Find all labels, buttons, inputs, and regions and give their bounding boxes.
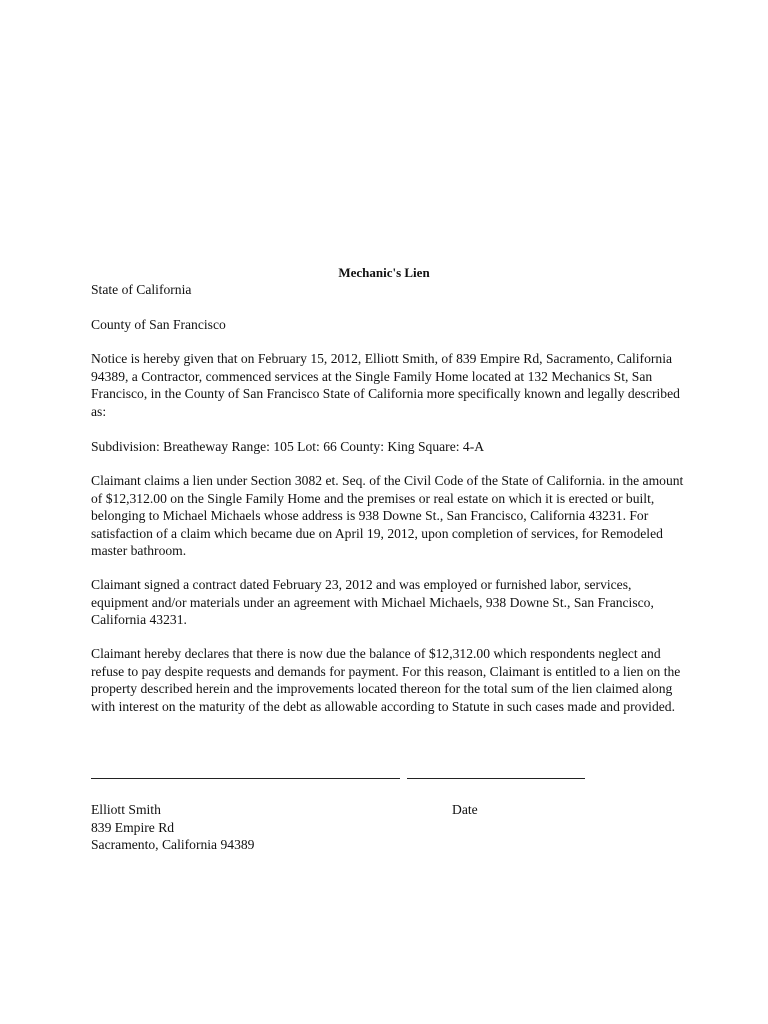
county-line: County of San Francisco [91, 317, 226, 332]
contract-paragraph: Claimant signed a contract dated February 23, 2012 and was employed or furnished labor, services, equipment and/or materials under an agreement with Michael Michaels, 938 Downe St., San Francisco, California 43231. [91, 577, 654, 627]
signer-city: Sacramento, California 94389 [91, 837, 255, 852]
state-line: State of California [91, 282, 192, 297]
notice-paragraph: Notice is hereby given that on February 15, 2012, Elliott Smith, of 839 Empire Rd, Sacramento, California 94389, a Contractor, commenced services at the Single Family Home located at 132 Mechanics St, San Francisco, in the County of San Francisco State of California more specifically known and legally described as: [91, 351, 680, 419]
date-line [407, 778, 585, 779]
signer-name: Elliott Smith [91, 802, 161, 817]
claim-paragraph: Claimant claims a lien under Section 3082 et. Seq. of the Civil Code of the State of California. in the amount of $12,312.00 on the Single Family Home and the premises or real estate on which it is erected or built, belonging to Michael Michaels whose address is 938 Downe St., San Francisco, California 43231. For satisfaction of a claim which became due on April 19, 2012, upon completion of services, for Remodeled master bathroom. [91, 473, 684, 558]
balance-paragraph: Claimant hereby declares that there is now due the balance of $12,312.00 which respondents neglect and refuse to pay despite requests and demands for payment. For this reason, Claimant is entitled to a lien on the property described herein and the improvements located thereon for the total sum of the lien claimed along with interest on the maturity of the debt as allowable according to Statute in such cases made and provided. [91, 646, 681, 714]
subdivision-paragraph: Subdivision: Breatheway Range: 105 Lot: 66 County: King Square: 4-A [91, 439, 485, 454]
signer-street: 839 Empire Rd [91, 819, 175, 835]
signer-block [91, 801, 391, 854]
date-label: Date [452, 802, 478, 817]
signature-line [91, 778, 400, 779]
document-title: Mechanic's Lien [338, 265, 430, 280]
